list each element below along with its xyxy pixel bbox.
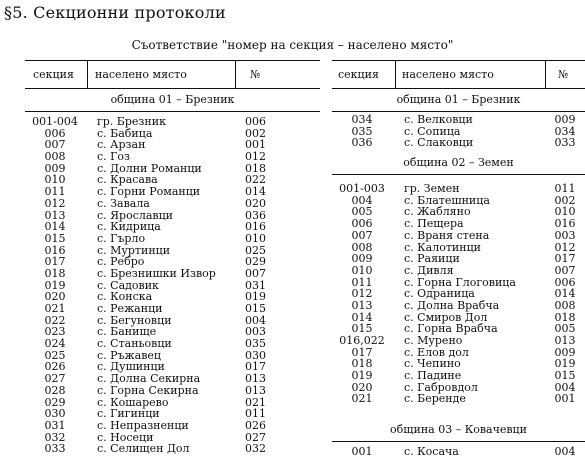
table-caption: Съответствие "номер на секция – населено място" [131,38,454,52]
section-number: 030 [44,407,66,421]
settlement-code: 009 [554,345,576,359]
group-heading [25,89,320,112]
section-number: 009 [351,252,373,266]
settlement-code: 002 [554,193,576,207]
section-number: 009 [44,161,66,175]
settlement-code: 013 [245,383,266,397]
section-number: 031 [44,418,66,432]
section-number: 014 [351,310,373,324]
settlement-code: 030 [245,348,266,362]
settlement-code: 004 [554,380,576,394]
group-name: община 02 – Земен [403,156,514,170]
section-number: 025 [44,348,66,362]
section-number: 020 [44,290,66,304]
group-name: община 03 – Ковачевци [390,423,527,437]
section-number: 019 [351,369,373,383]
settlement-name: с. Гърло [97,231,146,245]
table-row [25,210,320,222]
settlement-code: 011 [245,407,266,421]
settlement-name: с. Горна Глоговица [404,275,516,289]
settlement-code: 022 [245,173,266,187]
settlement-name: с. Кошарево [97,395,169,409]
section-number: 008 [351,240,373,254]
section-number: 014 [44,220,66,234]
settlement-name: с. Елов дол [404,345,469,359]
section-number: 028 [44,383,66,397]
settlement-name: с. Слаковци [404,136,474,150]
settlement-code: 034 [554,124,576,138]
settlement-code: 009 [554,113,576,126]
table-row [25,186,320,198]
section-number: 013 [44,208,66,222]
settlement-name: гр. Земен [404,182,460,196]
settlement-code: 014 [245,185,266,199]
settlement-code: 036 [245,208,266,222]
settlement-name: с. Душинци [97,360,165,374]
settlement-name: с. Раяици [404,252,460,266]
section-number: 023 [44,325,66,339]
settlement-name: с. Станьовци [97,337,172,351]
settlement-code: 013 [554,334,576,347]
table-row [332,265,585,277]
section-number: 013 [351,298,373,312]
settlement-code: 001 [245,138,266,152]
section-number: 007 [44,138,66,152]
column-header: населено място [95,68,187,81]
settlement-name: с. Чепино [404,357,461,371]
settlement-code: 008 [554,298,576,312]
settlement-name: гр. Брезник [97,115,166,128]
settlement-name: с. Непразненци [97,418,189,432]
table-row [25,233,320,245]
section-number: 015 [44,231,66,245]
table-row [25,326,320,338]
table-row [25,315,320,327]
settlement-name: с. Габровдол [404,380,478,394]
table-row [332,300,585,312]
settlement-name: с. Одраница [404,287,475,301]
table-header [25,60,320,89]
settlement-code: 005 [554,322,576,336]
settlement-name: с. Брезнишки Извор [97,266,216,280]
right-table [332,60,585,458]
section-number: 033 [44,442,66,456]
group-heading [332,89,585,112]
table-row [332,393,585,405]
settlement-code: 016 [554,217,576,231]
table-row [25,397,320,409]
settlement-name: с. Долни Романци [97,161,202,175]
column-divider [235,61,236,88]
table-row [25,338,320,350]
settlement-name: с. Ярославци [97,208,174,222]
settlement-code: 006 [245,115,266,128]
settlement-code: 019 [245,290,266,304]
section-number: 021 [44,302,66,315]
settlement-code: 033 [554,136,576,150]
section-number: 017 [44,255,66,269]
settlement-name: с. Беренде [404,392,466,406]
table-row [25,151,320,163]
section-number: 036 [351,136,373,150]
settlement-code: 002 [245,126,266,140]
section-number: 020 [351,380,373,394]
settlement-name: с. Конска [97,290,153,304]
section-number: 006 [44,126,66,140]
settlement-name: с. Велковци [404,113,473,126]
section-number: 026 [44,360,66,374]
column-divider [395,61,396,88]
section-number: 024 [44,337,66,351]
settlement-name: с. Ръжавец [97,348,162,362]
settlement-name: с. Красава [97,173,158,187]
table-row [332,183,585,195]
settlement-code: 029 [245,255,266,269]
settlement-code: 018 [245,161,266,175]
column-header: населено място [402,68,494,81]
section-number: 011 [351,275,373,289]
settlement-code: 007 [554,263,576,277]
settlement-name: с. Блатешница [404,193,490,207]
section-number: 010 [44,173,66,187]
table-row [25,163,320,175]
section-number: 007 [351,228,373,242]
settlement-code: 026 [245,418,266,432]
section-number: 001-004 [32,115,78,128]
section-number: 004 [351,193,373,207]
settlement-code: 003 [554,228,576,242]
table-row [332,114,585,126]
settlement-name: с. Завала [97,196,150,210]
settlement-name: с. Арзан [97,138,146,152]
settlement-code: 013 [245,372,266,386]
settlement-name: с. Гоз [97,150,131,164]
settlement-name: с. Садовик [97,278,159,292]
section-number: 008 [44,150,66,164]
table-row [25,303,320,315]
settlement-code: 007 [245,266,266,280]
section-number: 010 [351,263,373,277]
settlement-name: с. Бабица [97,126,153,140]
section-number: 035 [351,124,373,138]
column-divider [87,61,88,88]
section-number: 029 [44,395,66,409]
table-row [25,139,320,151]
settlement-code: 027 [245,430,266,444]
group-name: община 01 – Брезник [110,93,235,106]
settlement-name: с. Мурено [404,334,463,347]
table-row [332,446,585,458]
table-row [332,370,585,382]
section-number: 027 [44,372,66,386]
table-row [25,198,320,210]
table-row [332,335,585,347]
group-name: община 01 – Брезник [396,93,521,106]
section-number: 005 [351,205,373,219]
section-number: 019 [44,278,66,292]
settlement-code: 001 [554,392,576,406]
settlement-code: 006 [554,275,576,289]
section-number: 017 [351,345,373,359]
settlement-name: с. Долна Секирна [97,372,201,386]
table-row [25,350,320,362]
section-number: 001-003 [339,182,385,196]
table-header [332,60,585,89]
settlement-name: с. Жабляно [404,205,471,219]
settlement-name: с. Калотинци [404,240,481,254]
settlement-name: с. Горни Романци [97,185,201,199]
settlement-code: 012 [245,150,266,164]
section-number: 016 [44,243,66,257]
settlement-code: 016 [245,220,266,234]
settlement-name: с. Гигинци [97,407,160,421]
table-row [332,230,585,242]
settlement-code: 017 [554,252,576,266]
column-header: секция [338,68,379,81]
settlement-name: с. Сопица [404,124,461,138]
settlement-name: с. Пещера [404,217,464,231]
settlement-name: с. Режанци [97,302,163,315]
page-title: §5. Секционни протоколи [4,3,226,22]
table-row [25,268,320,280]
settlement-code: 012 [554,240,576,254]
column-header: секция [33,68,74,81]
settlement-code: 015 [245,302,266,315]
settlement-code: 003 [245,325,266,339]
table-row [25,280,320,292]
settlement-name: с. Дивля [404,263,454,277]
settlement-name: с. Банище [97,325,157,339]
settlement-name: с. Горна Секирна [97,383,199,397]
settlement-code: 004 [554,445,576,458]
section-number: 022 [44,313,66,327]
table-row [25,116,320,128]
table-row [25,221,320,233]
settlement-name: с. Кидрица [97,220,161,234]
table-row [25,443,320,455]
left-table [25,60,320,455]
settlement-code: 020 [245,196,266,210]
settlement-code: 021 [245,395,266,409]
settlement-code: 010 [245,231,266,245]
settlement-code: 015 [554,369,576,383]
table-row [25,385,320,397]
section-number: 034 [351,113,373,126]
settlement-code: 017 [245,360,266,374]
column-header: № [558,68,569,81]
table-row [25,128,320,140]
group-heading [332,152,585,175]
section-number: 015 [351,322,373,336]
section-number: 018 [351,357,373,371]
settlement-name: с. Падине [404,369,462,383]
settlement-code: 018 [554,310,576,324]
settlement-code: 019 [554,357,576,371]
column-divider [545,61,546,88]
settlement-name: с. Долна Врабча [404,298,500,312]
section-number: 001 [351,445,373,458]
settlement-name: с. Смиров Дол [404,310,488,324]
table-row [25,291,320,303]
settlement-name: с. Муртинци [97,243,171,257]
section-number: 011 [44,185,66,199]
section-number: 021 [351,392,373,406]
settlement-code: 031 [245,278,266,292]
settlement-name: с. Бегуновци [97,313,172,327]
section-number: 012 [351,287,373,301]
table-row [25,245,320,257]
settlement-name: с. Ребро [97,255,145,269]
section-number: 012 [44,196,66,210]
section-number: 016,022 [339,334,385,347]
table-row [25,420,320,432]
column-header: № [250,68,261,81]
settlement-name: с. Горна Врабча [404,322,498,336]
settlement-code: 004 [245,313,266,327]
settlement-code: 025 [245,243,266,257]
section-number: 006 [351,217,373,231]
settlement-name: с. Враня стена [404,228,490,242]
group-heading [332,419,585,442]
settlement-name: с. Носеци [97,430,154,444]
section-number: 032 [44,430,66,444]
settlement-name: с. Селищен Дол [97,442,190,456]
settlement-code: 035 [245,337,266,351]
settlement-code: 014 [554,287,576,301]
settlement-code: 032 [245,442,266,456]
section-number: 018 [44,266,66,280]
settlement-code: 011 [554,182,576,196]
settlement-name: с. Косача [404,445,459,458]
table-row [332,137,585,149]
settlement-code: 010 [554,205,576,219]
